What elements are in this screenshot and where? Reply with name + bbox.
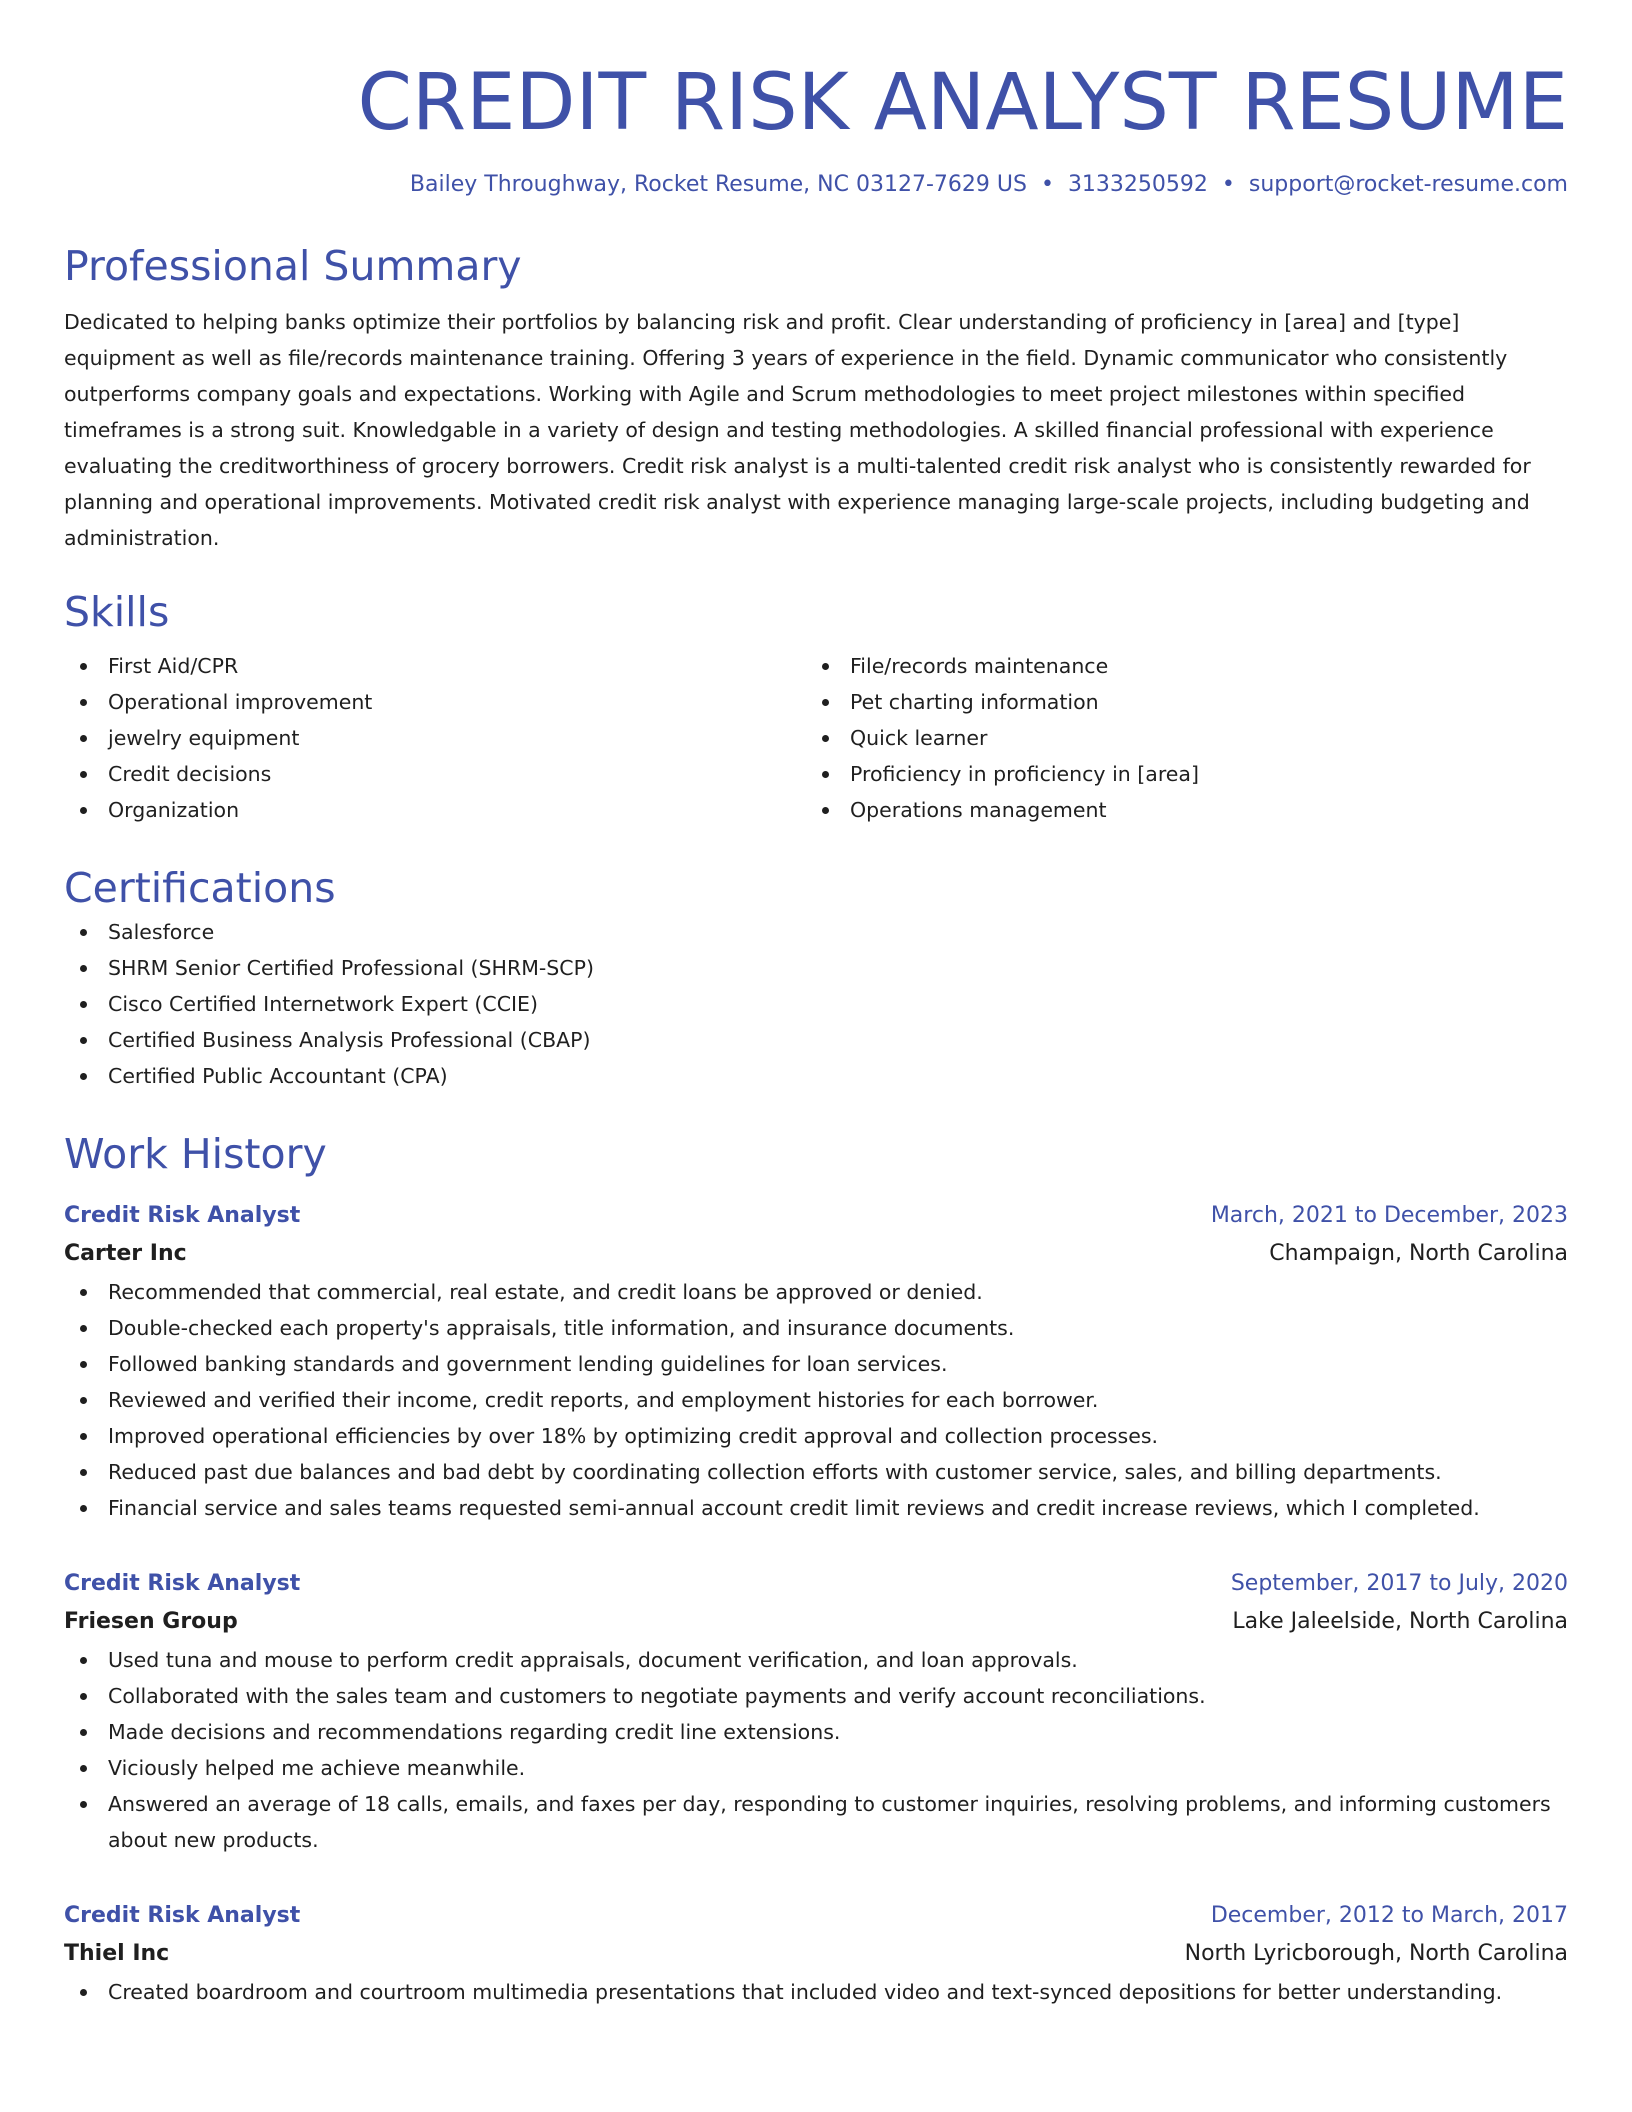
job-bullet: Reduced past due balances and bad debt by coordinating collection efforts with customer service, sales, and billing departments. bbox=[64, 1454, 1568, 1490]
certifications-heading: Certifications bbox=[64, 864, 336, 912]
contact-email[interactable]: support@rocket-resume.com bbox=[1248, 172, 1568, 197]
job-dates: September, 2017 to July, 2020 bbox=[1230, 1571, 1568, 1596]
certification-item: Salesforce bbox=[64, 914, 1568, 950]
job-title: Credit Risk Analyst bbox=[64, 1571, 301, 1596]
job-header-row bbox=[64, 1898, 1568, 1934]
job-bullet: Financial service and sales teams requested semi-annual account credit limit reviews and credit increase reviews, which I completed. bbox=[64, 1490, 1568, 1526]
job-bullet: Double-checked each property's appraisals, title information, and insurance documents. bbox=[64, 1310, 1568, 1346]
contact-phone[interactable]: 3133250592 bbox=[1067, 172, 1208, 197]
job-bullet: Viciously helped me achieve meanwhile. bbox=[64, 1750, 1568, 1786]
professional-summary-section bbox=[64, 240, 1568, 556]
job-bullet: Made decisions and recommendations regarding credit line extensions. bbox=[64, 1714, 1568, 1750]
skill-item: Pet charting information bbox=[806, 684, 1548, 720]
job-bullet: Used tuna and mouse to perform credit appraisals, document verification, and loan approvals. bbox=[64, 1642, 1568, 1678]
job-company: Thiel Inc bbox=[64, 1941, 170, 1966]
skill-item: First Aid/CPR bbox=[64, 648, 806, 684]
certification-item: Certified Business Analysis Professional (CBAP) bbox=[64, 1022, 1568, 1058]
skills-column-left bbox=[64, 648, 806, 828]
job-title: Credit Risk Analyst bbox=[64, 1203, 301, 1228]
skill-item: Operational improvement bbox=[64, 684, 806, 720]
contact-line bbox=[64, 170, 1568, 200]
certifications-section bbox=[64, 862, 1568, 1094]
job-bullet: Collaborated with the sales team and customers to negotiate payments and verify account reconciliations. bbox=[64, 1678, 1568, 1714]
contact-separator: • bbox=[1040, 172, 1054, 197]
work-history-section bbox=[64, 1128, 1568, 2010]
skills-heading: Skills bbox=[64, 588, 170, 636]
skills-list-right bbox=[806, 648, 1548, 828]
job-location: Champaign, North Carolina bbox=[1269, 1241, 1568, 1266]
skills-column-right bbox=[806, 648, 1548, 828]
skill-item: jewelry equipment bbox=[64, 720, 806, 756]
skills-grid bbox=[64, 648, 1568, 828]
skill-item: File/records maintenance bbox=[806, 648, 1548, 684]
job-bullet: Created boardroom and courtroom multimedia presentations that included video and text-synced depositions for better understanding. bbox=[64, 1974, 1568, 2010]
job-entry bbox=[64, 1898, 1568, 2010]
job-bullet: Followed banking standards and government lending guidelines for loan services. bbox=[64, 1346, 1568, 1382]
contact-separator: • bbox=[1221, 172, 1235, 197]
contact-address: Bailey Throughway, Rocket Resume, NC 03127-7629 US bbox=[409, 172, 1027, 197]
job-company: Carter Inc bbox=[64, 1241, 187, 1266]
job-dates: March, 2021 to December, 2023 bbox=[1210, 1203, 1568, 1228]
work-history-heading: Work History bbox=[64, 1130, 327, 1178]
skill-item: Proficiency in proficiency in [area] bbox=[806, 756, 1548, 792]
skill-item: Operations management bbox=[806, 792, 1548, 828]
job-header-row bbox=[64, 1198, 1568, 1234]
job-bullets bbox=[64, 1974, 1568, 2010]
certifications-list bbox=[64, 914, 1568, 1094]
job-location: Lake Jaleelside, North Carolina bbox=[1232, 1609, 1568, 1634]
job-entry bbox=[64, 1566, 1568, 1858]
skill-item: Organization bbox=[64, 792, 806, 828]
resume-title: CREDIT RISK ANALYST RESUME bbox=[357, 58, 1568, 148]
skill-item: Credit decisions bbox=[64, 756, 806, 792]
certification-item: Certified Public Accountant (CPA) bbox=[64, 1058, 1568, 1094]
job-location: North Lyricborough, North Carolina bbox=[1184, 1941, 1568, 1966]
job-company-row bbox=[64, 1234, 1568, 1274]
skills-list-left bbox=[64, 648, 806, 828]
certification-item: SHRM Senior Certified Professional (SHRM-SCP) bbox=[64, 950, 1568, 986]
certification-item: Cisco Certified Internetwork Expert (CCIE) bbox=[64, 986, 1568, 1022]
job-bullet: Reviewed and verified their income, credit reports, and employment histories for each borrower. bbox=[64, 1382, 1568, 1418]
job-title: Credit Risk Analyst bbox=[64, 1903, 301, 1928]
job-bullets bbox=[64, 1274, 1568, 1526]
professional-summary-heading: Professional Summary bbox=[64, 242, 522, 290]
skills-section bbox=[64, 586, 1568, 828]
job-bullets bbox=[64, 1642, 1568, 1858]
job-company-row bbox=[64, 1934, 1568, 1974]
job-company-row bbox=[64, 1602, 1568, 1642]
job-bullet: Improved operational efficiencies by over 18% by optimizing credit approval and collection processes. bbox=[64, 1418, 1568, 1454]
job-bullet: Answered an average of 18 calls, emails, and faxes per day, responding to customer inquiries, resolving problems, and informing customers about new products. bbox=[64, 1786, 1568, 1858]
job-entry bbox=[64, 1198, 1568, 1526]
job-header-row bbox=[64, 1566, 1568, 1602]
job-company: Friesen Group bbox=[64, 1609, 238, 1634]
skill-item: Quick learner bbox=[806, 720, 1548, 756]
job-dates: December, 2012 to March, 2017 bbox=[1210, 1903, 1568, 1928]
job-bullet: Recommended that commercial, real estate, and credit loans be approved or denied. bbox=[64, 1274, 1568, 1310]
professional-summary-text: Dedicated to helping banks optimize their portfolios by balancing risk and profit. Clear understanding of proficiency in [area] and [type] equipment as well as file/records maintenance training. Offering 3 years of experience in the field. Dynamic communicator who consistently outperforms company goals and expectations. Working with Agile and Scrum methodologies to meet project milestones within specified timeframes is a strong suit. Knowledgable in a variety of design and testing methodologies. A skilled financial professional with experience evaluating the creditworthiness of grocery borrowers. Credit risk analyst is a multi-talented credit risk analyst who is consistently rewarded for planning and operational improvements. Motivated credit risk analyst with experience managing large-scale projects, including budgeting and administration. bbox=[64, 310, 1531, 550]
